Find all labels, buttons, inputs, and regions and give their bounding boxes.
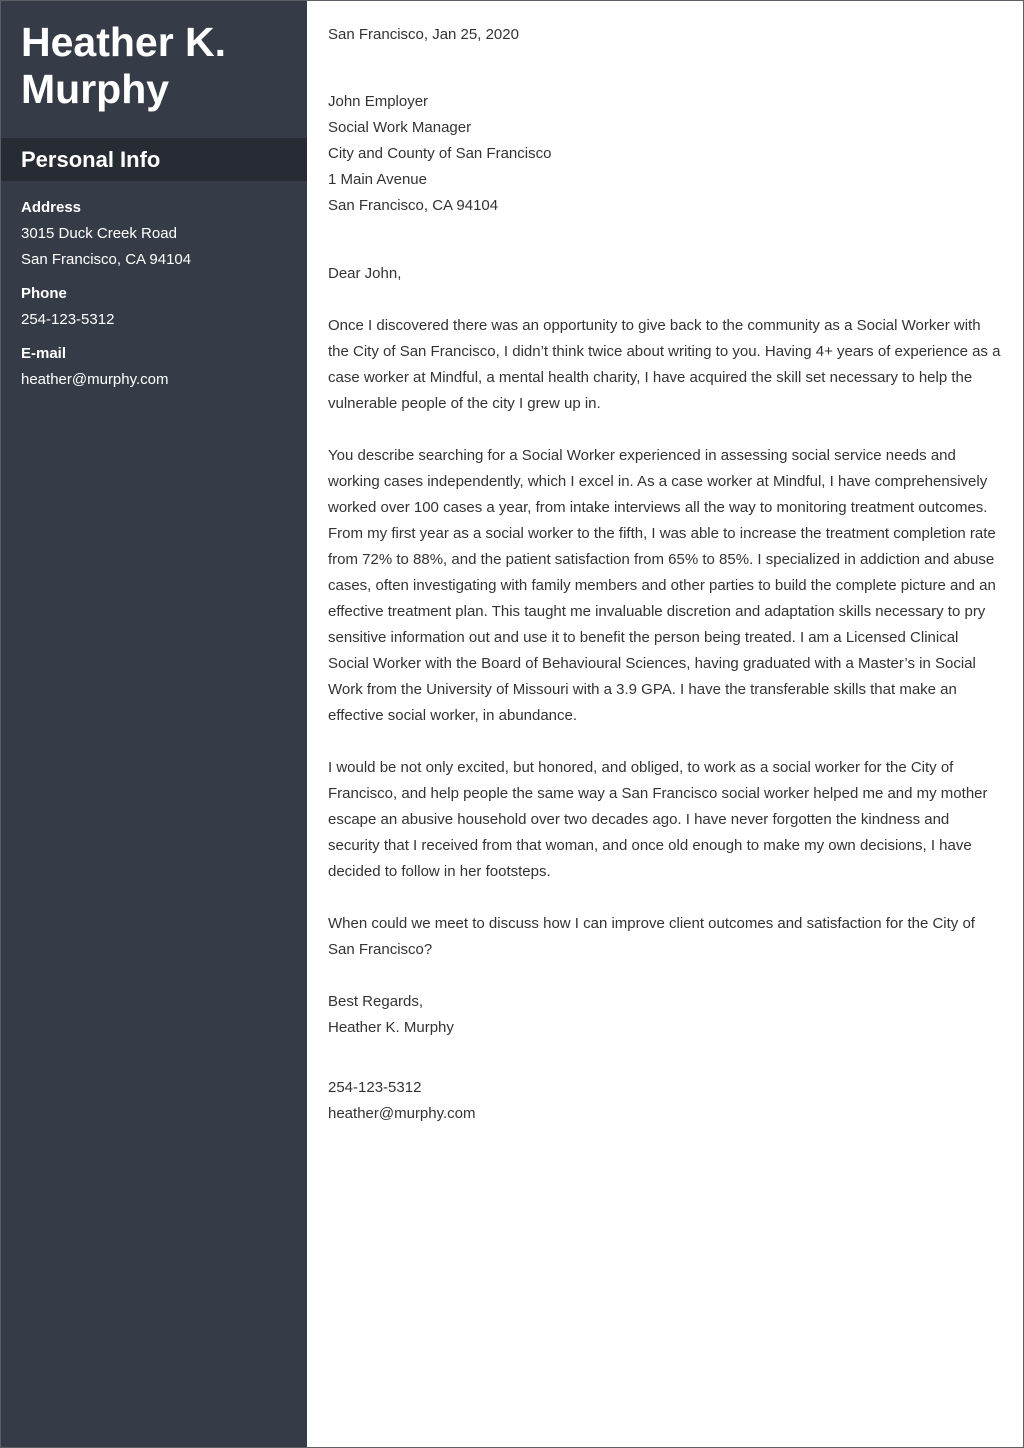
greeting: Dear John, — [328, 265, 402, 282]
address-group — [21, 195, 287, 273]
phone-label: Phone — [21, 285, 67, 302]
recipient-block — [328, 89, 1001, 219]
email-value: heather@murphy.com — [21, 371, 169, 388]
footer-email: heather@murphy.com — [328, 1105, 476, 1122]
paragraph-3: I would be not only excited, but honored, and obliged, to work as a social worker for the City of Francisco, and help people the same way a San Francisco social worker helped me and my mother escape an abusive household over two decades ago. I have never forgotten the kindness and security that I received from that woman, and once old enough to make my own decisions, I have decided to follow in her footsteps. — [328, 759, 988, 880]
personal-info — [1, 181, 307, 393]
letter-date: San Francisco, Jan 25, 2020 — [328, 26, 519, 43]
signature: Heather K. Murphy — [328, 1019, 454, 1036]
applicant-name-line1: Heather K. — [21, 19, 227, 65]
phone-value: 254-123-5312 — [21, 311, 115, 328]
sidebar — [1, 1, 307, 1447]
recipient-organization: City and County of San Francisco — [328, 145, 552, 162]
address-label: Address — [21, 199, 82, 216]
address-line1: 3015 Duck Creek Road — [21, 225, 177, 242]
address-line2: San Francisco, CA 94104 — [21, 251, 192, 268]
email-label: E-mail — [21, 345, 67, 362]
phone-group — [21, 281, 287, 333]
footer-contact — [328, 1075, 1001, 1127]
applicant-name — [1, 1, 307, 121]
paragraph-1: Once I discovered there was an opportunity to give back to the community as a Social Worker with the City of San Francisco, I didn’t think twice about writing to you. Having 4+ years of experience as a case worker at Mindful, a mental health charity, I have acquired the skill set necessary to help the vulnerable people of the city I grew up in. — [328, 317, 1001, 412]
recipient-city: San Francisco, CA 94104 — [328, 197, 499, 214]
applicant-name-line2: Murphy — [21, 66, 170, 112]
personal-info-header: Personal Info — [1, 138, 307, 181]
footer-phone: 254-123-5312 — [328, 1079, 422, 1096]
email-group — [21, 341, 287, 393]
recipient-name: John Employer — [328, 93, 429, 110]
recipient-street: 1 Main Avenue — [328, 171, 427, 188]
paragraph-4: When could we meet to discuss how I can improve client outcomes and satisfaction for the City of San Francisco? — [328, 915, 975, 958]
signoff-block — [328, 989, 1001, 1041]
closing: Best Regards, — [328, 993, 424, 1010]
recipient-title: Social Work Manager — [328, 119, 472, 136]
letter-body — [307, 1, 1023, 1447]
paragraph-2: You describe searching for a Social Worker experienced in assessing social service needs and working cases independently, which I excel in. As a case worker at Mindful, I have comprehensively worked over 100 cases a year, from intake interviews all the way to monitoring treatment outcomes. From my first year as a social worker to the fifth, I was able to increase the treatment completion rate from 72% to 88%, and the patient satisfaction from 65% to 85%. I specialized in addiction and abuse cases, often investigating with family members and other parties to build the complete picture and an effective treatment plan. This taught me invaluable discretion and adaptation skills necessary to pry sensitive information out and use it to benefit the person being treated. I am a Licensed Clinical Social Worker with the Board of Behavioural Sciences, having graduated with a Master’s in Social Work from the University of Missouri with a 3.9 GPA. I have the transferable skills that make an effective social worker, in abundance. — [328, 447, 996, 724]
